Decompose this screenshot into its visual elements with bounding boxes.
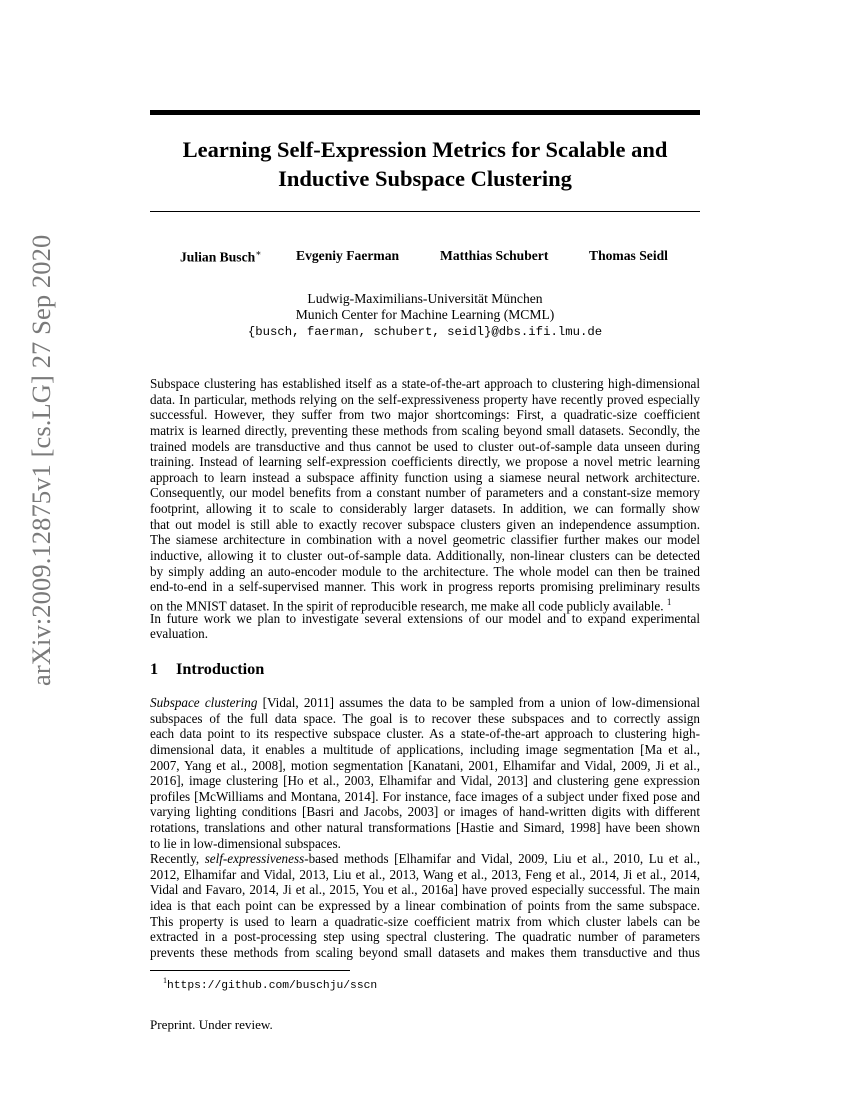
author-emails: {busch, faerman, schubert, seidl}@dbs.ifi.lmu.de	[247, 324, 603, 339]
abstract-line: end-to-end in a self-supervised manner. This work in progress reports promising preliminary results	[150, 579, 700, 595]
abstract-line-with-footnote	[150, 595, 700, 614]
author-footnote-mark: ∗	[255, 248, 262, 258]
abstract-line: Consequently, our model benefits from a constant number of parameters and a constant-size memory	[150, 485, 700, 501]
arxiv-identifier	[19, 234, 64, 686]
intro-paragraph-2	[150, 851, 700, 960]
intro-paragraph-1	[150, 695, 700, 851]
abstract-line-text: on the MNIST dataset. In the spirit of reproducible research, me make all code publicly available.	[150, 598, 664, 614]
paragraph-line: extracted in a post-processing step using spectral clustering. The quadratic number of parameters	[150, 929, 700, 945]
paragraph-line-text: [Vidal, 2011] assumes the data to be sampled from a union of low-dimensional	[257, 695, 700, 710]
affiliation-university: Ludwig-Maximilians-Universität München	[307, 291, 543, 306]
title-bottom-rule	[150, 211, 700, 212]
abstract-line: Subspace clustering has established itself as a state-of-the-art approach to clustering high-dimensional	[150, 376, 700, 391]
abstract-line: trained models are transductive and thus cannot be used to cluster out-of-sample data unseen during	[150, 438, 700, 454]
footnote-reference[interactable]: 1	[666, 596, 672, 607]
italic-term: Subspace clustering	[150, 695, 258, 710]
arxiv-identifier-text: arXiv:2009.12875v1 [cs.LG] 27 Sep 2020	[26, 234, 56, 686]
footnote	[163, 976, 377, 992]
title-top-rule	[150, 110, 700, 115]
paragraph-line: profiles [McWilliams and Montana, 2014]. For instance, face images of a subject under fixed pose and	[150, 788, 700, 804]
section-number: 1	[150, 659, 159, 678]
footnote-mark: 1	[163, 976, 167, 985]
author-name: Matthias Schubert	[440, 248, 549, 263]
author-list	[150, 248, 700, 268]
author-3	[440, 248, 548, 264]
affiliation-block	[150, 291, 700, 340]
abstract-line: that out model is still able to exactly recover subspace clusters given an independence assumption.	[150, 516, 700, 532]
section-title: Introduction	[176, 659, 265, 678]
author-name: Julian Busch	[180, 249, 256, 265]
paragraph-line-text: -based methods [Elhamifar and Vidal, 2009, Liu et al., 2010, Lu et al.,	[304, 851, 700, 866]
abstract-line: by simply adding an auto-encoder module to the architecture. The whole model can then be trained	[150, 563, 700, 579]
abstract-line: matrix is learned directly, preventing these methods from scaling beyond small datasets. Secondly, the	[150, 422, 700, 438]
paragraph-line: 2012, Elhamifar and Vidal, 2013, Liu et al., 2013, Wang et al., 2013, Feng et al., 2014, Ji et al., 2014,	[150, 866, 700, 882]
paragraph-line	[150, 695, 700, 711]
abstract-line: In future work we plan to investigate several extensions of our model and to expand experimental	[150, 610, 700, 626]
title-line-2: Inductive Subspace Clustering	[278, 166, 572, 191]
paragraph-line: 2007, Yang et al., 2008], motion segmentation [Kanatani, 2001, Elhamifar and Vidal, 2009, Ji et al.,	[150, 757, 700, 773]
abstract	[150, 376, 700, 642]
paragraph-line: rotations, translations and other natural transformations [Hastie and Simard, 1998] have been shown	[150, 820, 700, 836]
italic-term: self-expressiveness	[204, 851, 305, 866]
paragraph-line: 2016], image clustering [Ho et al., 2003, Elhamifar and Vidal, 2013] and clustering gene expression	[150, 773, 700, 789]
author-4	[589, 248, 668, 264]
paragraph-line: subspaces of the full data space. The goal is to recover these subspaces and to correctly assign	[150, 710, 700, 726]
section-heading-introduction	[150, 659, 264, 679]
paragraph-line: idea is that each point can be expressed by a linear combination of points from the same subspace.	[150, 897, 700, 913]
paragraph-line: dimensional data, it enables a multitude of applications, including image segmentation [Ma et al.,	[150, 741, 700, 757]
abstract-line: data. In particular, methods relying on the self-expressiveness property have recently proved especially	[150, 391, 700, 407]
abstract-line: The siamese architecture in combination with a novel geometric classifier further makes our model	[150, 532, 700, 548]
abstract-line: training. Instead of learning self-expression coefficients directly, we propose a novel metric learning	[150, 454, 700, 470]
author-name: Thomas Seidl	[589, 248, 668, 263]
paragraph-prefix: Recently,	[150, 851, 205, 866]
preprint-notice: Preprint. Under review.	[150, 1017, 273, 1032]
paragraph-line: each data point to its respective subspace cluster. As a state-of-the-art approach to clustering high-	[150, 726, 700, 742]
paragraph-line: to lie in low-dimensional subspaces.	[150, 835, 341, 851]
paragraph-line: This property is used to learn a quadratic-size coefficient matrix from which cluster labels can be	[150, 913, 700, 929]
paragraph-line	[150, 851, 700, 867]
paper-title	[150, 135, 700, 193]
abstract-line: evaluation.	[150, 626, 209, 642]
abstract-line: approach to learn instead a subspace affinity function using a siamese neural network architecture.	[150, 469, 700, 485]
title-line-1: Learning Self-Expression Metrics for Scalable and	[182, 137, 668, 162]
author-2	[296, 248, 399, 264]
paragraph-line: varying lighting conditions [Basri and Jacobs, 2003] or images of hand-written digits with different	[150, 804, 700, 820]
abstract-line: inductive, allowing it to cluster out-of-sample data. Additionally, non-linear clusters can be detected	[150, 548, 700, 564]
abstract-line: footprint, allowing it to scale to considerably larger datasets. In addition, we can formally show	[150, 501, 700, 517]
author-1	[180, 248, 261, 266]
paragraph-line: prevents these methods from scaling beyond small datasets and makes them transductive and thus	[150, 944, 700, 960]
abstract-line: successful. However, they suffer from two major shortcomings: First, a quadratic-size coefficient	[150, 407, 700, 423]
footnote-link[interactable]: https://github.com/buschju/sscn	[167, 979, 378, 992]
affiliation-center: Munich Center for Machine Learning (MCML)	[295, 307, 555, 323]
paragraph-line: Vidal and Favaro, 2014, Ji et al., 2015, You et al., 2016a] have proved especially successful. The main	[150, 882, 700, 898]
author-name: Evgeniy Faerman	[296, 248, 400, 263]
footnote-rule	[150, 970, 350, 971]
